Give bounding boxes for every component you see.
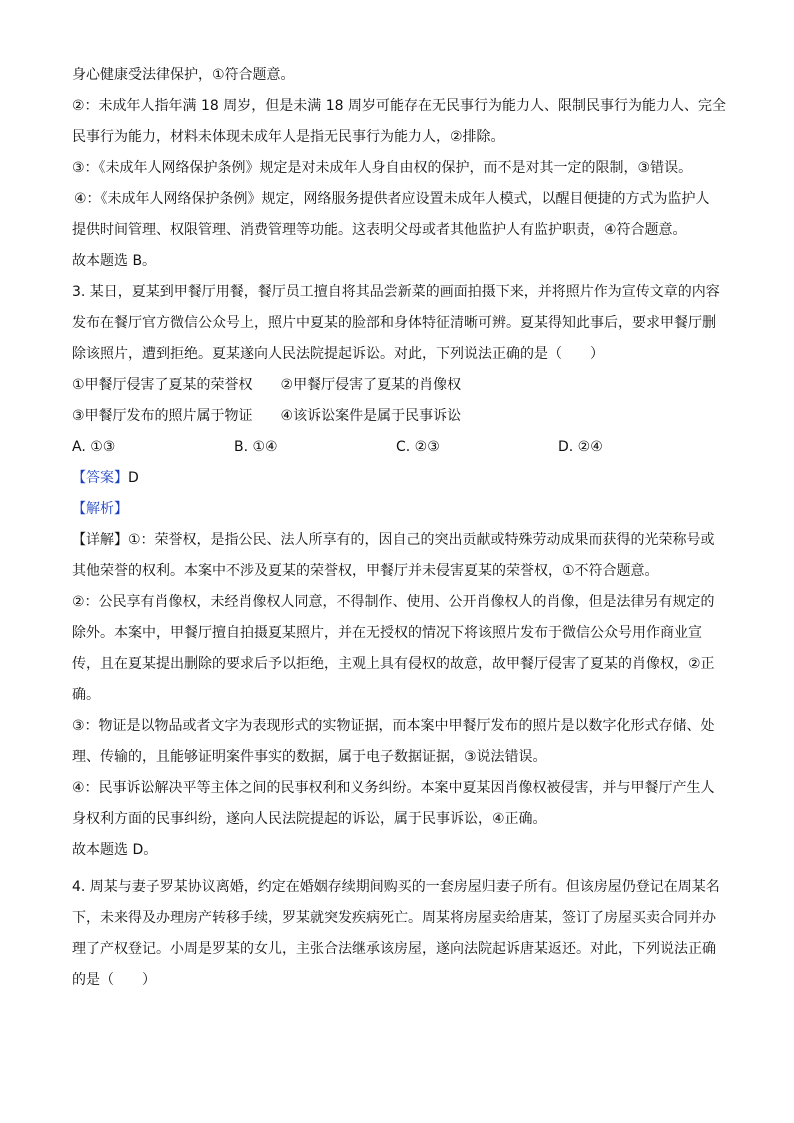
q3-detail-2-line1: ②：公民享有肖像权，未经肖像权人同意，不得制作、使用、公开肖像权人的肖像，但是法律另有规定的 — [72, 594, 715, 610]
q4-stem-line1: 4. 周某与妻子罗某协议离婚，约定在婚姻存续期间购买的一套房屋归妻子所有。但该房屋仍登记在周某名 — [72, 879, 720, 895]
analysis-tag: 【解析】 — [72, 501, 128, 517]
document-page — [72, 60, 728, 996]
q3-detail-3-line2: 理、传输的，且能够证明案件事实的数据，属于电子数据证据，③说法错误。 — [72, 749, 547, 765]
q3-detail-2-line4: 确。 — [72, 687, 100, 703]
q3-detail-4-line1: ④：民事诉讼解决平等主体之间的民事权利和义务纠纷。本案中夏某因肖像权被侵害，并与甲餐厅产生人 — [72, 780, 715, 796]
q3-option-a: A. ①③ — [72, 439, 116, 455]
q3-option-b: B. ①④ — [234, 439, 278, 455]
q3-detail-4-line2: 身权利方面的民事纠纷，遂向人民法院提起的诉讼，属于民事诉讼，④正确。 — [72, 811, 547, 827]
q2-analysis-para2-line2: 民事行为能力，材料未体现未成年人是指无民事行为能力人，②排除。 — [72, 129, 505, 145]
q4-stem-line2: 下，未来得及办理房产转移手续，罗某就突发疾病死亡。周某将房屋卖给唐某，签订了房屋买卖合同并办 — [72, 910, 716, 926]
q3-detail-1-line1 — [72, 525, 728, 556]
q3-stem-line3: 除该照片，遭到拒绝。夏某遂向人民法院提起诉讼。对此，下列说法正确的是（ ） — [72, 346, 604, 362]
q3-answer — [72, 463, 728, 494]
q3-conclusion: 故本题选 D。 — [72, 842, 158, 858]
q3-option-d: D. ②④ — [558, 439, 603, 455]
q3-detail-2-line2: 除外。本案中，甲餐厅擅自拍摄夏某照片，并在无授权的情况下将该照片发布于微信公众号用作商业宣 — [72, 625, 702, 641]
q3-statements-row1: ①甲餐厅侵害了夏某的荣誉权 ②甲餐厅侵害了夏某的肖像权 — [72, 377, 462, 393]
q3-options — [72, 432, 728, 463]
q4-stem-line3: 理了产权登记。小周是罗某的女儿，主张合法继承该房屋，遂向法院起诉唐某返还。对此，下列说法正确 — [72, 941, 716, 957]
q2-analysis-para2-line1: ②：未成年人指年满 18 周岁，但是未满 18 周岁可能存在无民事行为能力人、限制民事行为能力人、完全 — [72, 98, 726, 114]
q2-analysis-para3: ③：《未成年人网络保护条例》规定是对未成年人身自由权的保护，而不是对其一定的限制，③错误。 — [72, 160, 693, 176]
detail-tag: 【详解】 — [72, 532, 128, 548]
answer-tag: 【答案】 — [72, 470, 128, 486]
q3-detail-3-line1: ③：物证是以物品或者文字为表现形式的实物证据，而本案中甲餐厅发布的照片是以数字化形式存储、处 — [72, 718, 715, 734]
q3-stem-line2: 发布在餐厅官方微信公众号上，照片中夏某的脸部和身体特征清晰可辨。夏某得知此事后，要求甲餐厅删 — [72, 315, 716, 331]
q3-analysis-heading — [72, 494, 728, 525]
q3-detail-2-line3: 传，且在夏某提出删除的要求后予以拒绝，主观上具有侵权的故意，故甲餐厅侵害了夏某的肖像权，②正 — [72, 656, 715, 672]
q3-stem-line1: 3. 某日，夏某到甲餐厅用餐，餐厅员工擅自将其品尝新菜的画面拍摄下来，并将照片作为宣传文章的内容 — [72, 284, 720, 300]
q3-statements-row2: ③甲餐厅发布的照片属于物证 ④该诉讼案件是属于民事诉讼 — [72, 408, 462, 424]
q4-stem-line4: 的是（ ） — [72, 972, 156, 988]
answer-value: D — [128, 470, 139, 486]
q2-analysis-para4-line2: 提供时间管理、权限管理、消费管理等功能。这表明父母或者其他监护人有监护职责，④符合题意。 — [72, 222, 687, 238]
q3-option-c: C. ②③ — [396, 439, 440, 455]
q2-conclusion: 故本题选 B。 — [72, 253, 157, 269]
q2-analysis-line1: 身心健康受法律保护，①符合题意。 — [72, 67, 295, 83]
q3-detail-1-line2: 其他荣誉的权利。本案中不涉及夏某的荣誉权，甲餐厅并未侵害夏某的荣誉权，①不符合题意。 — [72, 563, 659, 579]
q2-analysis-para4-line1: ④：《未成年人网络保护条例》规定，网络服务提供者应设置未成年人模式，以醒目便捷的方式为监护人 — [74, 191, 710, 207]
detail-1-text: ①：荣誉权，是指公民、法人所享有的，因自己的突出贡献或特殊劳动成果而获得的光荣称号或 — [128, 532, 715, 548]
